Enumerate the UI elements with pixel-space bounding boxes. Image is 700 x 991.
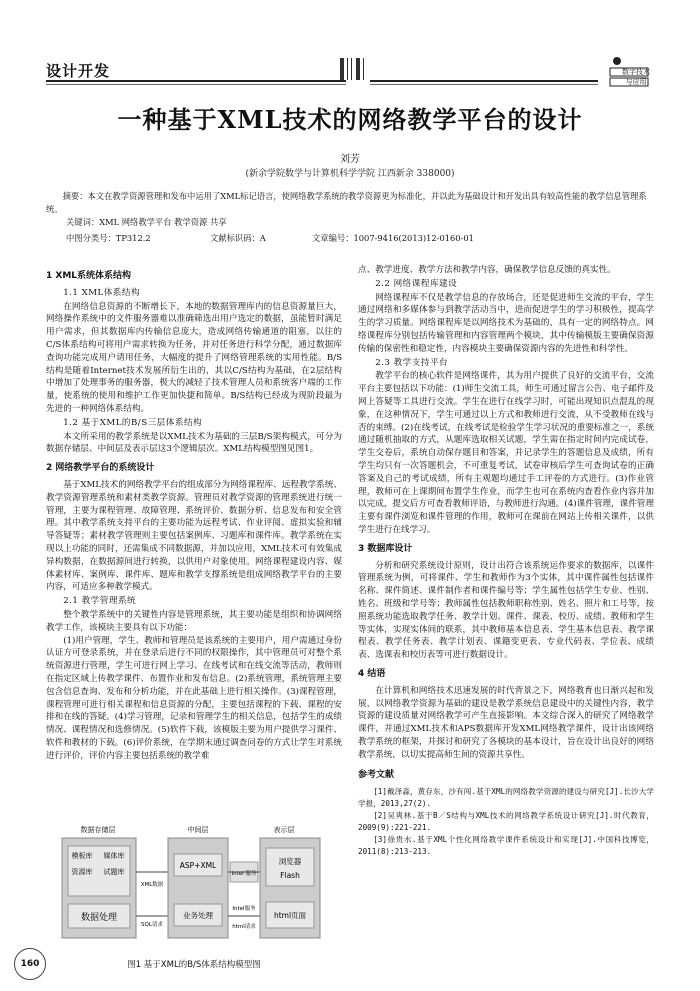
classification: 中图分类号：TP312.2: [66, 233, 151, 243]
fig-db-item: 模板库: [71, 852, 93, 860]
paragraph: 本文所采用的教学系统是以XML技术为基础的三层B/S架构模式，可分为数据存储层、中间层及表示层这3个逻辑层次。XML结构模型图见图1。: [46, 431, 342, 455]
logo-line-2: 与应用: [625, 78, 647, 86]
paragraph: 教学平台的核心软件是网络课件，其为用户提供了良好的交流平台，交流平台主要包括以下功能：(1)师生交流工具，师生可通过留言公告、电子邮件及网上答疑等工具进行交流。学生在进行在线学习时，可能出现知识点混乱的现象，在这种情况下，学生可通过以上方式和教师进行交流，从不受教师在线与否的束缚。(2)在线考试，在线考试是检验学生学习状况的重要标准之一，系统通过随机抽取的方式，从题库选取相关试题，学生需在指定时间内完成试卷，学生交卷后，系统自动保存题目和答案，并记录学生的答题信息及成绩，所有学生均只有一次答题机会，不可重复考试，试卷审核后学生可查询试卷的正确答案及自己的考试成绩，所有主观题均通过手工评卷的方式进行。(3)作业管理，教师可在上课期间布置学生作业，而学生也可在系统内查看作业内容并加以完成，提交后方可查看教师评语，与教师进行沟通。(4)课件管理，课件管理主要有课件浏览和课件管理的作用，教师可在课前在网站上传相关课件，以供学生进行在线学习。: [358, 371, 654, 535]
fig-link-label: Intel服务: [232, 906, 256, 912]
fig-data-process: 数据处理: [80, 913, 118, 923]
abstract: 摘要：本文在教学资源管理和发布中运用了XML标记语言，使网络教学系统的教学资源更为标准化，并以此为基础设计和开发出具有较高性能的教学信息管理系统。: [46, 191, 647, 214]
page-title: 一种基于XML技术的网络教学平台的设计: [117, 105, 583, 134]
fig-xml-label: XML数据: [140, 882, 164, 888]
section-heading: 4 结语: [358, 668, 386, 679]
author: 刘芳: [340, 154, 360, 165]
reference-item: [2]吴爽林.基于B／S结构与XML技术的网络教学系统设计研究[J].时代教育，2009(9):221-221.: [358, 811, 654, 833]
fig-service-label: 业务处理: [183, 911, 213, 920]
subsection-heading: 2.1 教学管理系统: [63, 596, 137, 607]
paragraph: 在计算机和网络技术迅速发展的时代背景之下，网络教育也日渐兴起和发展，以网络教学资源为基础的建设是教学系统信息建设中的关键性内容，教学资源的建设质量对网络教学可产生直接影响。本文综合深入的研究了网络教学课件，并通过XML技术和APS数据库开发XML网络教学课件，设计出该网络教学系统的框架，并探讨和研究了各模块的基本设计，旨在设计出良好的网络教学系统，以切实提高师生间的资源共享性。: [358, 685, 654, 760]
fig-label-middle-layer: 中间层: [187, 826, 209, 834]
section-heading: 3 数据库设计: [358, 543, 413, 554]
doc-code: 文献标识码：A: [210, 233, 266, 243]
fig-intel-label: Intel 服务: [231, 871, 257, 877]
fig-link-label: html请求: [232, 924, 256, 930]
left-column: [46, 264, 342, 762]
section-heading: 2 网络教学平台的系统设计: [46, 463, 155, 474]
affiliation: (新余学院数学与计算机科学学院 江西新余 338000): [245, 169, 455, 179]
paragraph: 在网络信息资源的不断增长下，本地的数据管理库内的信息资源量巨大，网络操作系统中的文件服务器难以准确筛选出用户选定的数据，虽能暂时满足用户需求，但其数据库内传输信息庞大，造成网络传输通道的阻塞，以往的C/S体系结构可将用户需求转换为任务，并对任务进行科学分配，通过数据库查询功能完成用户请用任务，大幅度的提升了网络管理系统的实用性能。B/S结构是随着Internet技术发展所衍生出的，其以C/S结构为基础，在2层结构中增加了处理事务的服务器，极大的减轻了技术管理人员和系统客户端的工作量，使系统的使用和维护工作更加快捷和简单。B/S结构已经成为现阶段最为先进的一种网络体系结构。: [46, 301, 342, 414]
right-column: [358, 264, 654, 858]
fig-html-label: html页面: [273, 911, 307, 920]
paragraph: 基于XML技术的网络教学平台的组成部分为网络课程库、远程教学系统、教学资源管理系统和素材类教学资源。管理员对教学资源的管理系统进行统一管理，主要为课程管理、故障管理、系统评价、数据分析、信息发布和安全管理。其中教学系统支持平台的主要功能为远程考试、作业评阅、虚拟实验和辅导答疑等；素材教学管理则主要包括案例库、习题库和课件库。教学系统在实现以上功能的同时，还需集成不同数据源，并加以应用，XML技术可有效集成异构数据，在数据源间进行转换，以供用户对象使用。网络课程建设内容、媒体素材库、案例库、课件库、题库和教学支撑系统是组成网络教学平台的主要内容，可适应多种教学模式。: [46, 479, 342, 593]
paragraph: 点、教学进度、教学方法和教学内容，确保教学信息反馈的真实性。: [358, 265, 616, 275]
header-rule: [46, 80, 346, 82]
figure-caption: 图1 基于XML的B/S体系结构模型图: [127, 960, 261, 970]
subsection-heading: 1.2 基于XML的B/S三层体系结构: [63, 417, 203, 428]
fig-db-item: 资源库: [71, 868, 93, 876]
references: [358, 769, 654, 858]
subsection-heading: 1.1 XML体系结构: [63, 287, 141, 298]
fig-sql-label: SQL请求: [141, 922, 163, 928]
paragraph: 网络课程库不仅是教学信息的存放场合，还是促进师生交流的平台，学生通过网络和多媒体参与到教学活动当中，进而促进学生的学习积极性，提高学生的学习质量。网络课程库是以网络技术为基础的，具有一定的网络特点。网络课程库分别包括传输管理和内容管理两个模块，其中传输模版主要确保资源传输的保密性和稳定性，内容模块主要确保资源内容的先进性和科学性。: [358, 292, 654, 354]
fig-db-item: 试题库: [103, 868, 125, 876]
reference-item: [3]徐贵水.基于XML个性化网络教学课件系统设计和实现[J].中国科技博览，2011(8):213-213.: [358, 835, 654, 857]
page-number: 160: [14, 948, 46, 980]
header-rule-right: [370, 80, 598, 82]
logo-line-1: 数字技术: [622, 68, 650, 76]
references-title: 参考文献: [358, 770, 395, 781]
fig-browser-label: 浏览器: [278, 857, 302, 866]
architecture-figure: [56, 824, 326, 944]
paragraph: 分析和研究系统设计原则，设计出符合该系统运作要求的数据库，以课件管理系统为例，可将课件、学生和教师作为3个实体，其中课件属性包括课件名称、课件简述、课件制作者和课件编号等；学生属性包括学生专业、性别、姓名、班级和学号等；教师属性包括教师职称性别、姓名、照片和工号等，按照系统功能选取教学任务、教学计划、课件、课表、校历、成绩、教师和学生等实体，实现实体间的联系，其中教师基本信息表、学生基本信息表、教学课程表、教学任务表、教学计划表、课籍变更表、专业代码表、学位表、成绩表、选课表和校历表等可进行数据设计。: [358, 560, 654, 661]
fig-browser-box: [266, 848, 314, 886]
header-rule-right-thin: [370, 84, 598, 85]
paragraph: 整个教学系统中的关键性内容是管理系统，其主要功能是组织和协调网络教学工作，该模块主要具有以下功能：: [46, 609, 342, 633]
subsection-heading: 2.3 教学支持平台: [375, 357, 449, 368]
fig-label-data-layer: 数据存储层: [80, 826, 116, 834]
keywords: 关键词：XML 网络教学平台 教学资源 共享: [66, 217, 227, 227]
fig-label-ui-layer: 表示层: [273, 826, 295, 834]
header-section: 设计开发: [46, 62, 111, 80]
article-number: 文章编号：1007-9416(2013)12-0160-01: [312, 233, 474, 243]
subsection-heading: 2.2 网络课程库建设: [375, 278, 458, 289]
paragraph: (1)用户管理，学生、教师和管理员是该系统的主要用户，用户需通过身份认证方可登录系统，并在登录后进行不同的权限操作，其中管理员可对整个系统资源进行管理，学生可进行网上学习、在线考试和在线交流等活动，教师则在指定区域上传教学课件、布置作业和发布信息。(2)系统管理，系统管理主要包含信息查询、发布和分析功能，并在此基础上进行相关操作。(3)课程管理，课程管理可进行相关课程和信息资源的分配，主要包括课程的下载、课程的安排和在线的答疑。(4)学习管理，记录和管理学生的相关信息，包括学生的成绩情况、课程情况和选修情况。(5)软件下载，该模版主要为用户提供学习课件、软件和教材的下载。(6)评价系统，在学期末通过调查问卷的方式让学生对系统进行评价，评价内容主要包括系统的教学难: [46, 635, 342, 761]
fig-flash-label: Flash: [280, 871, 300, 880]
section-heading: 1 XML系统体系结构: [46, 271, 132, 281]
header-rule-thin: [46, 84, 346, 85]
reference-item: [1]戴泽淼，黄存东，沙有闯.基于XML的网络教学资源的建设与研究[J].长沙大学学报，2013,27(2).: [358, 787, 654, 809]
fig-asp-label: ASP+XML: [179, 861, 217, 870]
fig-db-item: 媒体库: [103, 852, 125, 860]
